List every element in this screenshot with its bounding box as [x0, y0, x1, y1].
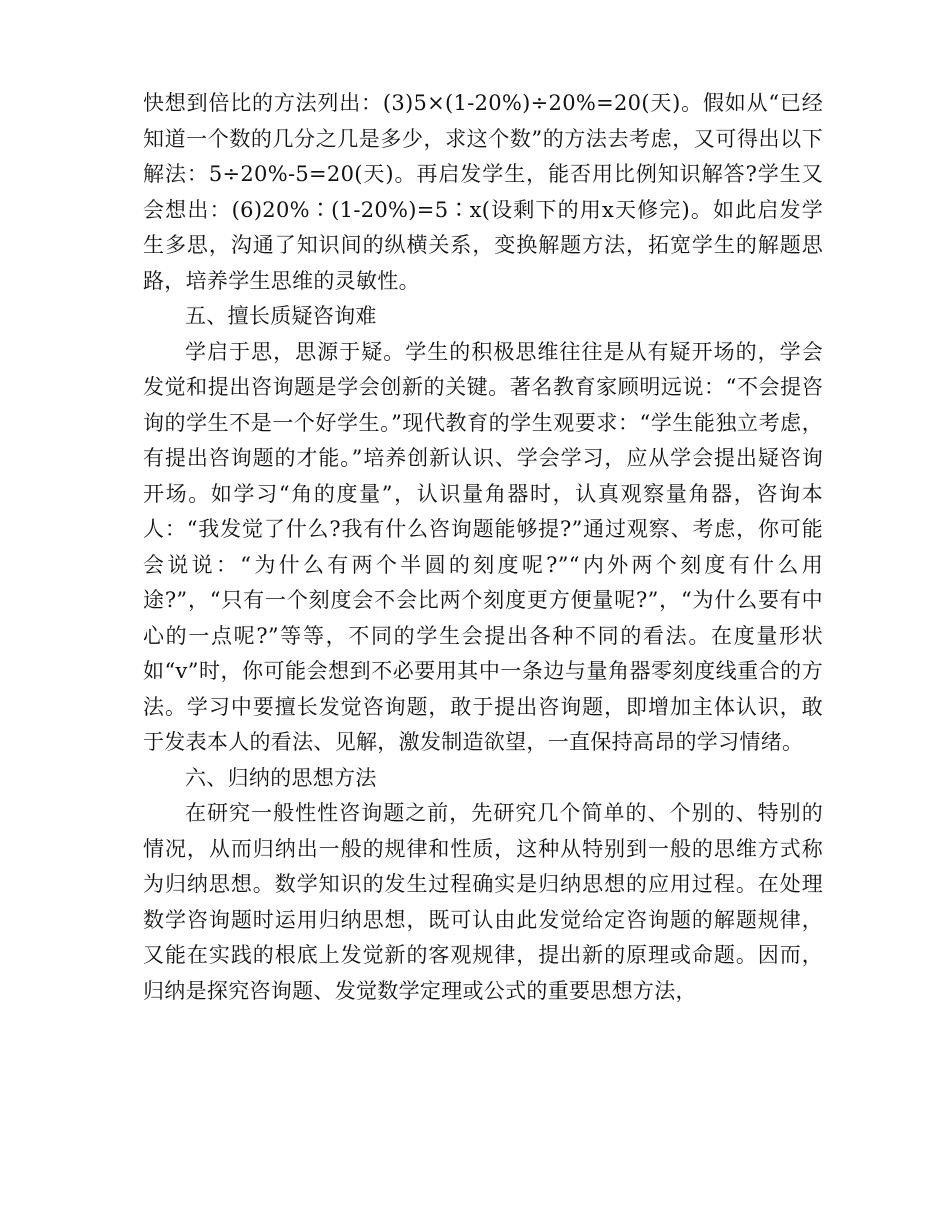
paragraph-induction: 在研究一般性性咨询题之前，先研究几个简单的、个别的、特别的情况，从而归纳出一般的规律和性质，这种从特别到一般的思维方式称为归纳思想。数学知识的发生过程确实是归纳思想的应用过程。在处理数学咨询题时运用归纳思想，既可认由此发觉给定咨询题的解题规律，又能在实践的根底上发觉新的客观规律，提出新的原理或命题。因而，归纳是探究咨询题、发觉数学定理或公式的重要思想方法， [143, 801, 823, 1003]
section-heading-six: 六、归纳的思想方法 [185, 765, 377, 790]
paragraph-questioning: 学启于思，思源于疑。学生的积极思维往往是从有疑开场的，学会发觉和提出咨询题是学会创新的关键。著名教育家顾明远说：“不会提咨询的学生不是一个好学生。”现代教育的学生观要求：“学生能独立考虑，有提出咨询题的才能。”培养创新认识、学会学习，应从学会提出疑咨询开场。如学习“角的度量”，认识量角器时，认真观察量角器，咨询本人：“我发觉了什么?我有什么咨询题能够提?”通过观察、考虑，你可能会说说：“为什么有两个半圆的刻度呢?”“内外两个刻度有什么用途?”，“只有一个刻度会不会比两个刻度更方便量呢?”，“为什么要有中心的一点呢?”等等，不同的学生会提出各种不同的看法。在度量形状如“v”时，你可能会想到不必要用其中一条边与量角器零刻度线重合的方法。学习中要擅长发觉咨询题，敢于提出咨询题，即增加主体认识，敢于发表本人的看法、见解，激发制造欲望，一直保持高昂的学习情绪。 [143, 339, 823, 754]
section-heading-five: 五、擅长质疑咨询难 [185, 304, 377, 328]
document-body [143, 86, 823, 1009]
paragraph-intro-continuation: 快想到倍比的方法列出：(3)5×(1-20%)÷20%=20(天)。假如从“已经知道一个数的几分之几是多少，求这个数”的方法去考虑，又可得出以下解法：5÷20%-5=20(天)。再启发学生，能否用比例知识解答?学生又会想出：(6)20%∶(1-20%)=5∶x(设剩下的用x天修完)。如此启发学生多思，沟通了知识间的纵横关系，变换解题方法，拓宽学生的解题思路，培养学生思维的灵敏性。 [143, 91, 823, 293]
